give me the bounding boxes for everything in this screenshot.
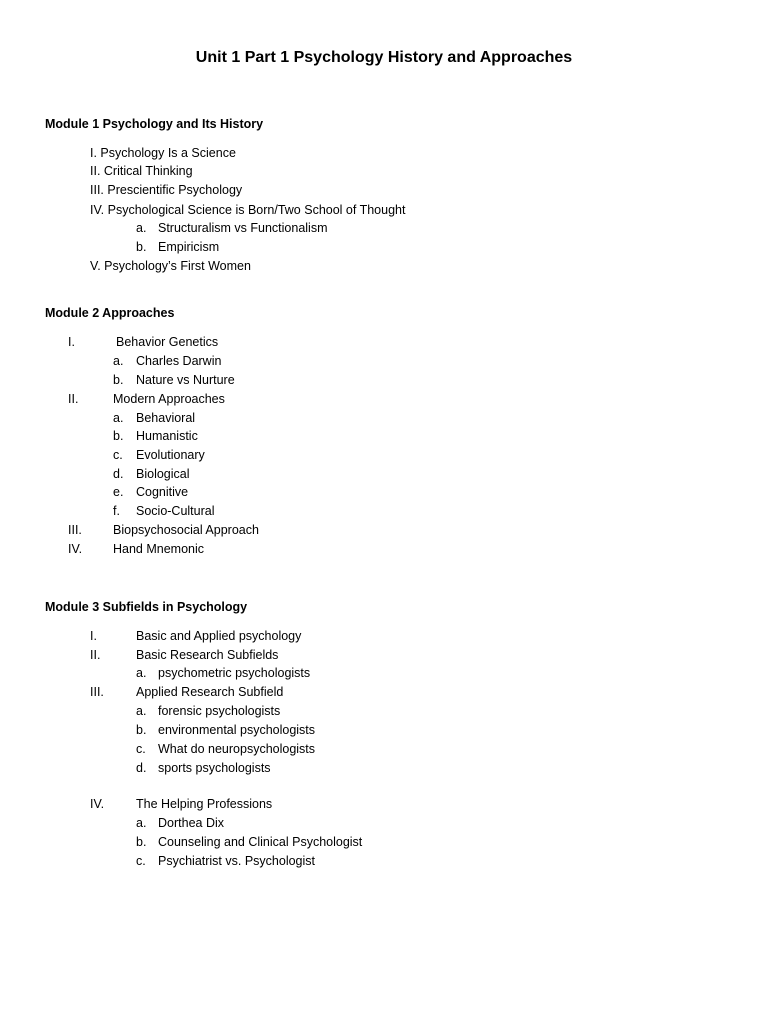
module-2-item-2-sub-c-marker: c. [113,448,123,462]
module-3-heading: Module 3 Subfields in Psychology [45,600,248,614]
module-2-item-1-sub-a: Charles Darwin [136,354,222,368]
module-1-item-4-sub-b-marker: b. [136,240,147,254]
module-3-item-3-sub-d-marker: d. [136,761,147,775]
module-3-item-1-marker: I. [90,629,97,643]
module-2-item-2-sub-f-marker: f. [113,504,120,518]
module-2-item-2: Modern Approaches [113,392,225,406]
module-2-item-2-sub-d: Biological [136,467,190,481]
module-1-item-4-sub-a: Structuralism vs Functionalism [158,221,328,235]
module-3-item-3-sub-c: What do neuropsychologists [158,742,316,756]
module-2-item-2-sub-b: Humanistic [136,429,198,443]
module-2-item-3: Biopsychosocial Approach [113,523,259,537]
module-2-item-1-sub-b: Nature vs Nurture [136,373,235,387]
module-2-item-2-marker: II. [68,392,79,406]
module-3-item-4-sub-c-marker: c. [136,854,146,868]
module-3-item-3-marker: III. [90,685,104,699]
module-1-item-3: III. Prescientific Psychology [90,183,243,197]
module-3-item-4-sub-a-marker: a. [136,816,147,830]
module-3-item-2-marker: II. [90,648,101,662]
document-title: Unit 1 Part 1 Psychology History and Approaches [195,49,573,66]
module-2-item-1-sub-b-marker: b. [113,373,124,387]
module-3-item-2-sub-a: psychometric psychologists [158,666,311,680]
module-3-item-2: Basic Research Subfields [136,648,279,662]
module-3-item-3-sub-c-marker: c. [136,742,146,756]
module-3-item-3: Applied Research Subfield [136,685,284,699]
module-3-item-3-sub-b-marker: b. [136,723,147,737]
module-2-item-2-sub-e-marker: e. [113,485,124,499]
module-3-item-3-sub-b: environmental psychologists [158,723,316,737]
module-3-item-4-sub-b: Counseling and Clinical Psychologist [158,835,363,849]
module-3-item-4-sub-b-marker: b. [136,835,147,849]
module-1-item-2: II. Critical Thinking [90,164,193,178]
module-2-item-2-sub-b-marker: b. [113,429,124,443]
module-2-item-2-sub-c: Evolutionary [136,448,205,462]
module-2-item-2-sub-f: Socio-Cultural [136,504,215,518]
module-1-item-4-sub-b: Empiricism [158,240,220,254]
module-2-heading: Module 2 Approaches [45,306,175,320]
module-2-item-1-sub-a-marker: a. [113,354,124,368]
module-3-item-3-sub-a: forensic psychologists [158,704,281,718]
module-2-item-2-sub-a: Behavioral [136,411,196,425]
module-2-item-4: Hand Mnemonic [113,542,205,556]
module-3-item-3-sub-a-marker: a. [136,704,147,718]
module-3-item-4-sub-c: Psychiatrist vs. Psychologist [158,854,315,868]
module-2-item-1-marker: I. [68,335,75,349]
module-1-item-4-sub-a-marker: a. [136,221,147,235]
module-2-item-2-sub-a-marker: a. [113,411,124,425]
module-3-item-4-marker: IV. [90,797,105,811]
module-2-item-1: Behavior Genetics [116,335,219,349]
module-1-item-1: I. Psychology Is a Science [90,146,236,160]
module-3-item-4: The Helping Professions [136,797,273,811]
module-3-item-3-sub-d: sports psychologists [158,761,271,775]
module-2-item-2-sub-e: Cognitive [136,485,189,499]
module-2-item-4-marker: IV. [68,542,83,556]
module-2-item-3-marker: III. [68,523,82,537]
module-3-item-4-sub-a: Dorthea Dix [158,816,224,830]
module-1-heading: Module 1 Psychology and Its History [45,117,264,131]
module-3-item-1: Basic and Applied psychology [136,629,302,643]
module-1-item-5: V. Psychology’s First Women [90,259,251,273]
module-1-item-4: IV. Psychological Science is Born/Two School of Thought [90,203,406,217]
module-3-item-2-sub-a-marker: a. [136,666,147,680]
module-2-item-2-sub-d-marker: d. [113,467,124,481]
